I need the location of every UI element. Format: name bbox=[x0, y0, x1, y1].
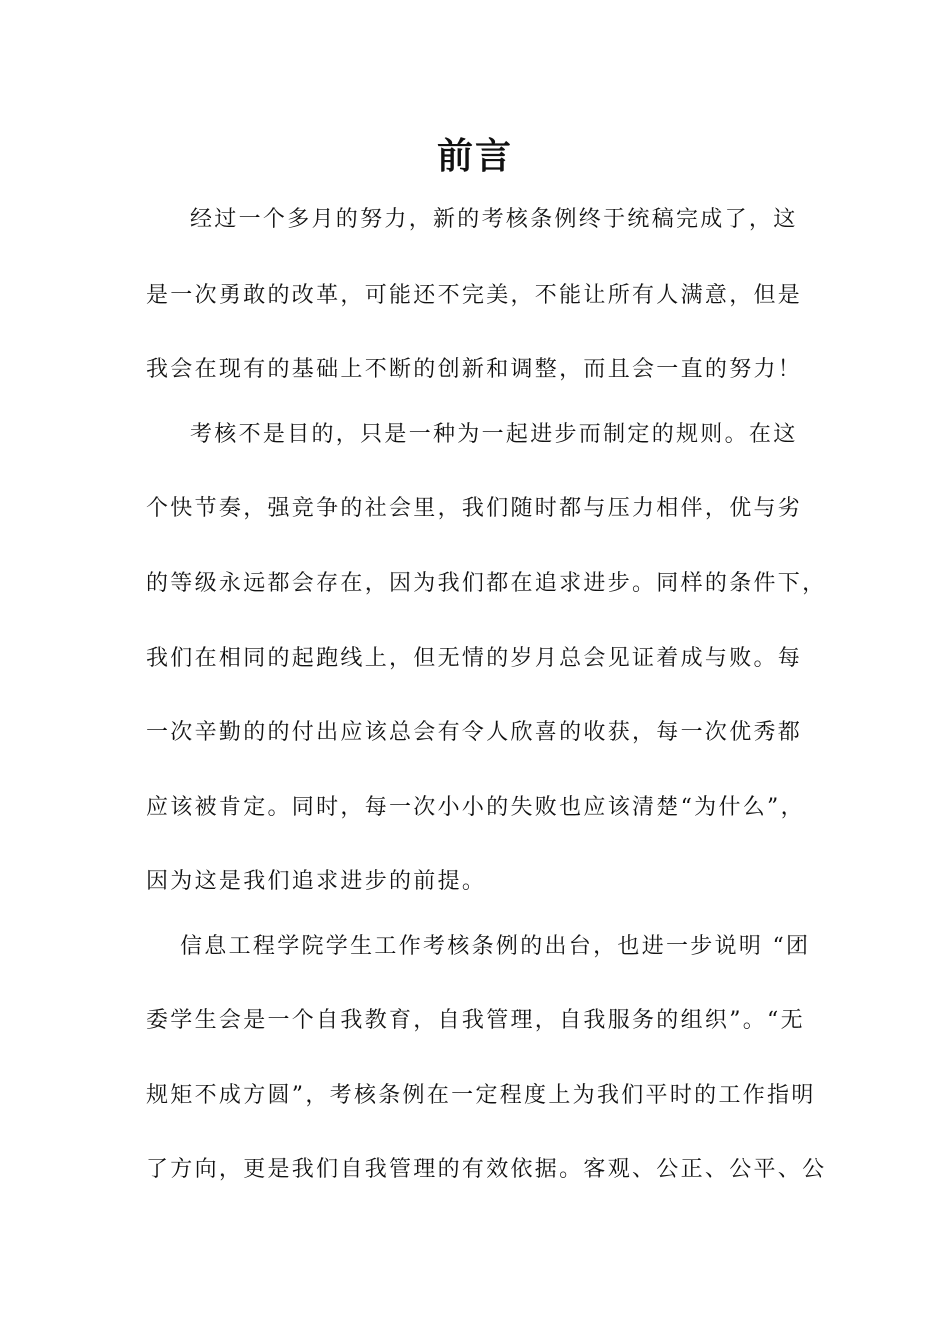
paragraph-2-line-3: 的等级永远都会存在，因为我们都在追求进步。同样的条件下， bbox=[146, 571, 827, 596]
paragraph-2-line-4: 我们在相同的起跑线上，但无情的岁月总会见证着成与败。每 bbox=[146, 646, 803, 671]
paragraph-2-line-2: 个快节奏，强竞争的社会里，我们随时都与压力相伴，优与劣 bbox=[146, 496, 803, 521]
paragraph-1-line-2: 是一次勇敢的改革，可能还不完美，不能让所有人满意，但是 bbox=[146, 283, 803, 308]
paragraph-1-line-3: 我会在现有的基础上不断的创新和调整，而且会一直的努力！ bbox=[146, 357, 803, 382]
paragraph-2-line-5: 一次辛勤的的付出应该总会有令人欣喜的收获，每一次优秀都 bbox=[146, 720, 803, 745]
paragraph-2-line-6: 应该被肯定。同时，每一次小小的失败也应该清楚“为什么”， bbox=[146, 795, 805, 820]
paragraph-2-line-1: 考核不是目的，只是一种为一起进步而制定的规则。在这 bbox=[190, 422, 798, 447]
paragraph-3-line-3: 规矩不成方圆”，考核条例在一定程度上为我们平时的工作指明 bbox=[146, 1083, 816, 1108]
paragraph-3-line-4: 了方向，更是我们自我管理的有效依据。客观、公正、公平、公 bbox=[146, 1157, 827, 1182]
page-title: 前言 bbox=[436, 136, 513, 177]
paragraph-3-line-2: 委学生会是一个自我教育，自我管理，自我服务的组织”。“无 bbox=[146, 1008, 805, 1033]
paragraph-1-line-1: 经过一个多月的努力，新的考核条例终于统稿完成了，这 bbox=[190, 207, 798, 232]
paragraph-2-line-7: 因为这是我们追求进步的前提。 bbox=[146, 869, 487, 894]
paragraph-3-line-1: 信息工程学院学生工作考核条例的出台，也进一步说明 “团 bbox=[180, 934, 811, 959]
